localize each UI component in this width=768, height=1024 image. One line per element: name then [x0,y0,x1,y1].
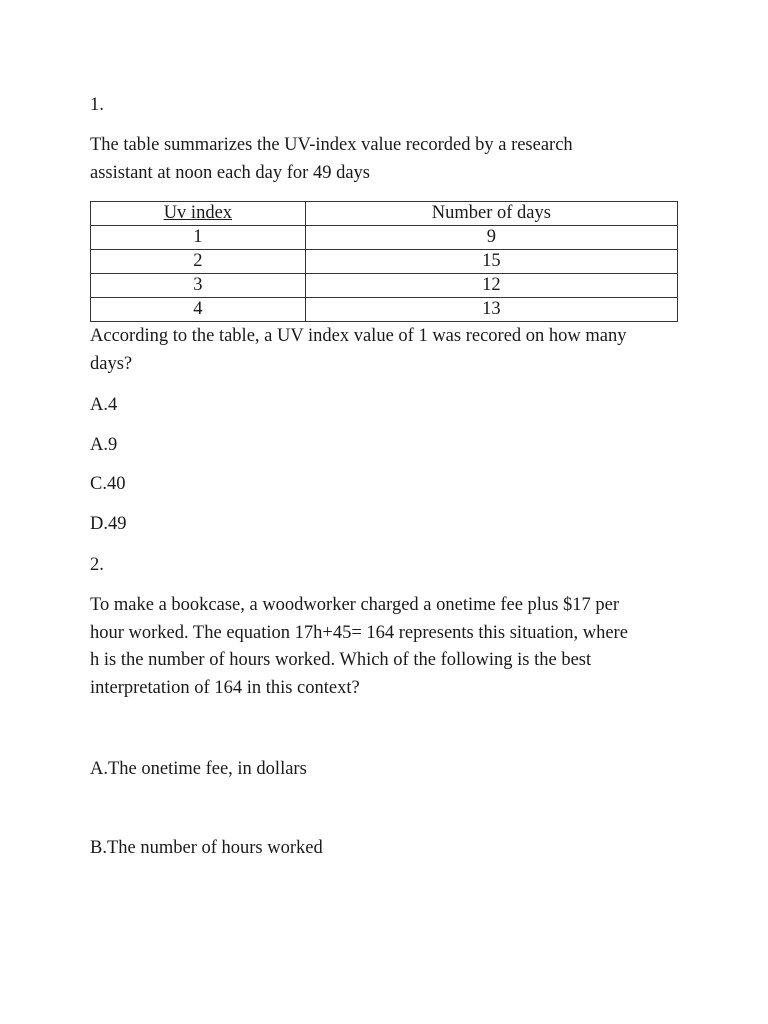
question-1-option: A.9 [90,435,118,455]
question-1-option: C.40 [90,474,126,494]
table-row [91,250,678,274]
table-cell-days: 9 [305,226,677,250]
table-cell-days: 15 [305,250,677,274]
table-cell-uv-index: 3 [91,274,306,298]
table-row [91,298,678,322]
table-row [91,274,678,298]
question-1-intro-line-2: assistant at noon each day for 49 days [90,163,370,183]
question-1-option: A.4 [90,395,118,415]
question-1-number: 1. [90,95,104,115]
table-cell-days: 12 [305,274,677,298]
question-1-option: D.49 [90,514,127,534]
question-2-option: A.The onetime fee, in dollars [90,759,307,779]
question-1-text-line-1: According to the table, a UV index value of 1 was recored on how many [90,326,627,346]
table-cell-uv-index: 1 [91,226,306,250]
uv-index-table [90,201,678,322]
question-2-text-line-1: To make a bookcase, a woodworker charged a onetime fee plus $17 per [90,595,620,615]
question-1-intro-line-1: The table summarizes the UV-index value recorded by a research [90,135,573,155]
table-cell-days: 13 [305,298,677,322]
question-2-text-line-4: interpretation of 164 in this context? [90,678,360,698]
question-1-text-line-2: days? [90,354,133,374]
question-2-option: B.The number of hours worked [90,838,323,858]
table-row [91,226,678,250]
question-2-number: 2. [90,555,104,575]
table-header-row [91,202,678,226]
question-2-text-line-2: hour worked. The equation 17h+45= 164 represents this situation, where [90,623,628,643]
table-cell-uv-index: 4 [91,298,306,322]
table-header-number-of-days: Number of days [305,202,677,226]
question-2-text-line-3: h is the number of hours worked. Which of the following is the best [90,650,592,670]
table-header-uv-index: Uv index [91,202,306,226]
table-cell-uv-index: 2 [91,250,306,274]
